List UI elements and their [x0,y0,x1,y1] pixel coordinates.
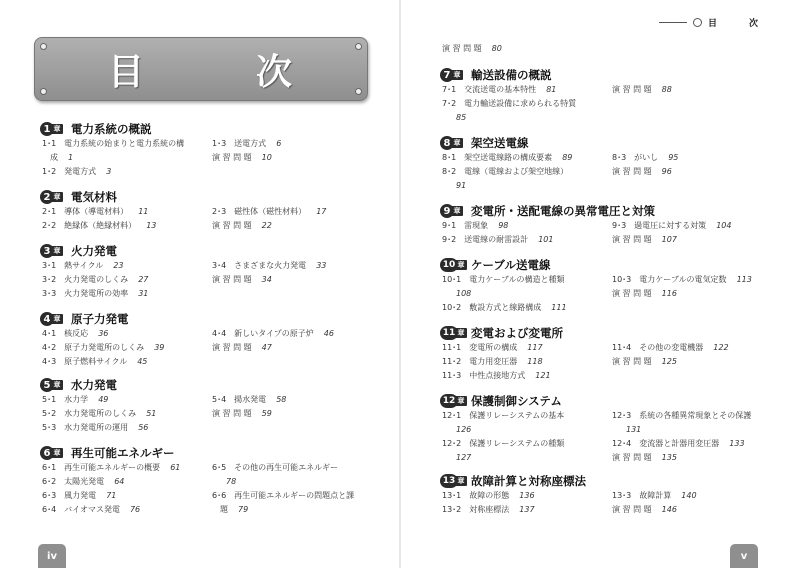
chapter-heading[interactable] [440,258,550,272]
toc-entry[interactable] [212,409,272,419]
entry-label: 12･1 保護リレーシステムの基本 [442,411,565,420]
entry-label: 演 習 問 題 [612,357,652,366]
chapter-heading[interactable] [440,136,529,150]
toc-entry[interactable] [212,491,364,501]
toc-entry[interactable] [612,221,731,231]
entry-page: 118 [527,357,543,366]
toc-entry[interactable] [612,275,752,285]
chapter-heading[interactable] [40,244,117,258]
entry-page: 137 [519,505,535,514]
chapter-heading[interactable] [40,446,175,460]
entry-label: 7･2 電力輸送設備に求められる特質 [442,99,577,108]
entry-page: 56 [138,423,149,432]
entry-label: 1･2 発電方式 [42,167,97,176]
entry-label: 13･1 故障の形態 [442,491,510,500]
entry-label: 演 習 問 題 [442,44,482,53]
running-head [659,16,758,29]
entry-page: 61 [170,463,181,472]
entry-page: 96 [661,167,672,176]
chapter-mark: 章 [51,380,63,390]
entry-label: 8･2 電線（電線および架空地線） [442,167,569,176]
chapter-title: ケーブル送電線 [471,258,551,272]
chapter-number: 8 [440,136,454,150]
toc-entry[interactable] [612,289,677,299]
entry-page: 108 [456,289,472,298]
chapter-mark: 章 [51,192,63,202]
entry-page: 104 [716,221,732,230]
entry-page: 125 [661,357,677,366]
entry-label: 4･2 原子力発電所のしくみ [42,343,145,352]
toc-entry[interactable] [442,44,502,54]
entry-page: 107 [661,235,677,244]
chapter-heading[interactable] [40,190,117,204]
chapter-number-badge [440,326,467,340]
toc-entry[interactable] [612,453,677,463]
toc-entry[interactable] [612,491,697,501]
toc-entry[interactable] [442,411,574,421]
entry-page: 116 [661,289,677,298]
running-head-rule [659,22,687,23]
entry-page: 95 [668,153,679,162]
entry-page: 135 [661,453,677,462]
toc-entry[interactable] [42,505,140,515]
toc-entry[interactable] [442,439,574,449]
toc-entry[interactable] [442,505,535,515]
entry-page: 1 [68,153,74,162]
entry-label: 演 習 問 題 [612,289,652,298]
entry-page: 45 [137,357,148,366]
toc-entry[interactable] [612,85,672,95]
entry-label: 3･2 火力発電のしくみ [42,275,129,284]
toc-entry[interactable] [42,275,148,285]
toc-entry[interactable] [42,167,111,177]
toc-entry[interactable] [212,207,326,217]
chapter-number-badge [40,446,67,460]
chapter-heading[interactable] [440,204,655,218]
toc-entry[interactable] [42,207,148,217]
entry-page: 111 [551,303,567,312]
entry-page: 88 [661,85,672,94]
entry-label: 3･1 熱サイクル [42,261,104,270]
running-head-char: 次 [748,19,758,29]
entry-label: 4･4 新しいタイプの原子炉 [212,329,314,338]
toc-entry[interactable] [442,343,543,353]
chapter-number: 6 [40,446,54,460]
chapter-number-badge [40,378,67,392]
entry-label: 演 習 問 題 [212,221,252,230]
entry-page: 117 [527,343,543,352]
page-title [35,38,367,100]
entry-label: 8･3 がいし [612,153,659,162]
chapter-number: 2 [40,190,54,204]
toc-entry[interactable] [212,329,334,339]
entry-page: 33 [316,261,327,270]
chapter-heading[interactable] [440,326,563,340]
entry-label: 11･1 変電所の構成 [442,343,518,352]
entry-page: 34 [261,275,272,284]
entry-label: 12･3 系統の各種異常現象とその保護 [612,411,752,420]
running-head-char: 目 [707,19,717,29]
chapter-mark: 章 [51,246,63,256]
entry-label: 11･4 その他の変電機器 [612,343,704,352]
toc-entry[interactable] [442,275,575,285]
entry-label: 演 習 問 題 [612,85,652,94]
entry-page: 11 [138,207,149,216]
toc-entry[interactable] [612,343,729,353]
entry-label: 1･1 電力系統の始まりと電力系統の構 [42,139,185,148]
chapter-title: 火力発電 [71,244,117,258]
entry-page: 39 [154,343,165,352]
entry-page: 98 [498,221,509,230]
toc-entry[interactable] [42,329,108,339]
chapter-title: 架空送電線 [471,136,529,150]
chapter-title: 保護制御システム [471,394,562,408]
toc-entry[interactable] [442,357,543,367]
entry-page: 3 [106,167,112,176]
entry-label: 6･4 バイオマス発電 [42,505,120,514]
entry-label: 演 習 問 題 [612,505,652,514]
entry-page: 64 [114,477,125,486]
chapter-number-badge [40,312,67,326]
circle-icon [693,18,702,27]
entry-label: 5･4 揚水発電 [212,395,267,404]
entry-label: 成 [42,153,58,162]
entry-label: 題 [212,505,228,514]
chapter-number-badge [440,136,467,150]
entry-label: 11･3 中性点接地方式 [442,371,526,380]
entry-page: 81 [546,85,557,94]
entry-label: 8･1 架空送電線路の構成要素 [442,153,553,162]
chapter-title: 水力発電 [71,378,117,392]
toc-entry[interactable] [212,395,286,405]
chapter-number-badge [40,190,67,204]
chapter-number: 4 [40,312,54,326]
chapter-mark: 章 [455,328,467,338]
page-number-left: iv [38,544,66,568]
entry-page: 13 [146,221,157,230]
toc-entry[interactable] [442,167,578,177]
toc-entry[interactable] [212,343,272,353]
entry-page: 113 [736,275,752,284]
chapter-mark: 章 [451,138,463,148]
chapter-number: 3 [40,244,54,258]
entry-page: 122 [713,343,729,352]
entry-label: 演 習 問 題 [212,153,252,162]
entry-label: 1･3 送電方式 [212,139,267,148]
entry-page: 131 [626,425,642,434]
entry-label: 6･5 その他の再生可能エネルギー [212,463,339,472]
toc-entry[interactable] [42,409,156,419]
entry-label: 6･2 太陽光発電 [42,477,105,486]
toc-title-banner [34,37,368,101]
entry-page: 10 [261,153,272,162]
toc-entry[interactable] [212,463,348,473]
entry-label: 5･2 水力発電所のしくみ [42,409,137,418]
right-page [400,0,800,568]
toc-entry[interactable] [442,491,535,501]
entry-label: 13･2 対称座標法 [442,505,510,514]
entry-page: 31 [138,289,149,298]
chapter-title: 故障計算と対称座標法 [471,474,586,488]
chapter-number-badge [440,204,467,218]
toc-entry[interactable] [212,275,272,285]
chapter-number: 1 [40,122,54,136]
entry-page: 59 [261,409,272,418]
entry-label: 演 習 問 題 [612,453,652,462]
chapter-title: 変電および変電所 [471,326,563,340]
toc-entry[interactable] [442,289,471,299]
toc-entry[interactable] [42,289,148,299]
toc-entry[interactable] [42,463,180,473]
toc-entry[interactable] [212,261,326,271]
entry-page: 91 [456,181,467,190]
entry-label: 2･3 磁性体（磁性材料） [212,207,307,216]
toc-entry[interactable] [612,235,677,245]
entry-label: 6･3 風力発電 [42,491,97,500]
toc-entry[interactable] [442,371,551,381]
entry-label: 2･2 絶縁体（絶縁材料） [42,221,137,230]
chapter-mark: 章 [51,448,63,458]
toc-entry[interactable] [42,261,123,271]
entry-page: 76 [129,505,141,514]
toc-entry[interactable] [612,167,672,177]
toc-entry[interactable] [42,221,156,231]
entry-label: 5･1 水力学 [42,395,89,404]
entry-page: 126 [456,425,472,434]
toc-entry[interactable] [612,439,745,449]
entry-page: 79 [238,505,249,514]
entry-label: 演 習 問 題 [612,235,652,244]
entry-page: 146 [661,505,677,514]
toc-entry[interactable] [42,153,73,163]
chapter-heading[interactable] [440,394,562,408]
toc-entry[interactable] [442,85,556,95]
title-char: 目 [107,51,146,93]
toc-entry[interactable] [42,357,147,367]
chapter-mark: 章 [455,396,467,406]
toc-entry[interactable] [612,505,677,515]
entry-page: 17 [316,207,327,216]
page-number-right: v [730,544,758,568]
chapter-mark: 章 [51,124,63,134]
entry-label: 11･2 電力用変圧器 [442,357,518,366]
toc-entry[interactable] [442,221,508,231]
chapter-number-badge [440,394,467,408]
chapter-mark: 章 [451,70,463,80]
chapter-number-badge [440,474,467,488]
entry-label: 3･4 さまざまな火力発電 [212,261,307,270]
entry-label: 7･1 交流送電の基本特性 [442,85,537,94]
chapter-number-badge [40,122,67,136]
entry-label: 2･1 導体（導電材料） [42,207,129,216]
entry-label: 4･1 核反応 [42,329,89,338]
chapter-mark: 章 [455,476,467,486]
toc-entry[interactable] [442,303,567,313]
toc-entry[interactable] [442,425,471,435]
entry-page: 36 [98,329,109,338]
chapter-title: 輸送設備の概説 [471,68,552,82]
entry-label: 4･3 原子燃料サイクル [42,357,128,366]
toc-entry[interactable] [442,113,466,123]
chapter-number: 7 [440,68,454,82]
chapter-number-badge [440,258,467,272]
entry-page: 58 [276,395,287,404]
toc-entry[interactable] [612,425,641,435]
entry-label: 9･2 送電線の耐雷設計 [442,235,529,244]
entry-page: 136 [519,491,535,500]
entry-page: 89 [562,153,573,162]
entry-page: 133 [729,439,745,448]
toc-entry[interactable] [212,139,281,149]
toc-entry[interactable] [612,411,761,421]
entry-label: 演 習 問 題 [212,409,252,418]
entry-page: 47 [261,343,272,352]
chapter-heading[interactable] [440,474,586,488]
toc-entry[interactable] [42,423,148,433]
entry-page: 101 [538,235,554,244]
entry-label: 演 習 問 題 [612,167,652,176]
chapter-number-badge [40,244,67,258]
entry-page: 80 [491,44,502,53]
chapter-title: 電力系統の概説 [71,122,152,136]
chapter-heading[interactable] [40,122,152,136]
entry-label: 12･4 変流器と計器用変圧器 [612,439,720,448]
chapter-number: 12 [440,394,458,408]
title-char: 次 [256,51,295,93]
entry-label: 5･3 水力発電所の運用 [42,423,129,432]
chapter-mark: 章 [51,314,63,324]
chapter-mark: 章 [451,206,463,216]
entry-page: 51 [146,409,157,418]
entry-label: 10･1 電力ケーブルの構造と種類 [442,275,565,284]
chapter-number: 10 [440,258,458,272]
chapter-number: 9 [440,204,454,218]
toc-entry[interactable] [42,343,164,353]
chapter-title: 変電所・送配電線の異常電圧と対策 [471,204,655,218]
entry-page: 6 [276,139,282,148]
toc-entry[interactable] [442,235,553,245]
toc-entry[interactable] [442,99,586,109]
toc-entry[interactable] [612,357,677,367]
entry-page: 27 [138,275,149,284]
entry-page: 49 [98,395,109,404]
toc-entry[interactable] [442,181,466,191]
chapter-heading[interactable] [40,312,129,326]
chapter-number: 11 [440,326,458,340]
chapter-title: 再生可能エネルギー [71,446,175,460]
toc-entry[interactable] [212,505,248,515]
toc-entry[interactable] [612,153,678,163]
chapter-number: 13 [440,474,458,488]
entry-page: 46 [323,329,334,338]
entry-label: 演 習 問 題 [212,275,252,284]
entry-label: 演 習 問 題 [212,343,252,352]
toc-entry[interactable] [42,491,116,501]
toc-entry[interactable] [442,453,471,463]
chapter-title: 原子力発電 [71,312,129,326]
entry-page: 121 [535,371,551,380]
entry-label: 12･2 保護リレーシステムの種類 [442,439,565,448]
entry-page: 22 [261,221,272,230]
toc-entry[interactable] [42,395,108,405]
entry-label: 9･1 雷現象 [442,221,489,230]
entry-page: 85 [456,113,467,122]
entry-label: 10･2 敷設方式と線路構成 [442,303,542,312]
entry-label: 6･6 再生可能エネルギーの問題点と課 [212,491,355,500]
chapter-title: 電気材料 [71,190,117,204]
entry-label: 10･3 電力ケーブルの電気定数 [612,275,727,284]
entry-label: 6･1 再生可能エネルギーの概要 [42,463,161,472]
entry-label: 13･3 故障計算 [612,491,672,500]
toc-entry[interactable] [212,153,272,163]
toc-entry[interactable] [42,477,124,487]
chapter-heading[interactable] [440,68,552,82]
entry-label: 3･3 火力発電所の効率 [42,289,129,298]
toc-entry[interactable] [212,221,272,231]
chapter-number-badge [440,68,467,82]
entry-page: 127 [456,453,472,462]
chapter-number: 5 [40,378,54,392]
entry-page: 140 [681,491,697,500]
entry-label: 9･3 過電圧に対する対策 [612,221,707,230]
chapter-mark: 章 [455,260,467,270]
chapter-heading[interactable] [40,378,117,392]
toc-entry[interactable] [212,477,236,487]
entry-page: 71 [106,491,117,500]
toc-entry[interactable] [442,153,572,163]
entry-page: 23 [113,261,124,270]
toc-entry[interactable] [42,139,194,149]
entry-page: 78 [226,477,237,486]
